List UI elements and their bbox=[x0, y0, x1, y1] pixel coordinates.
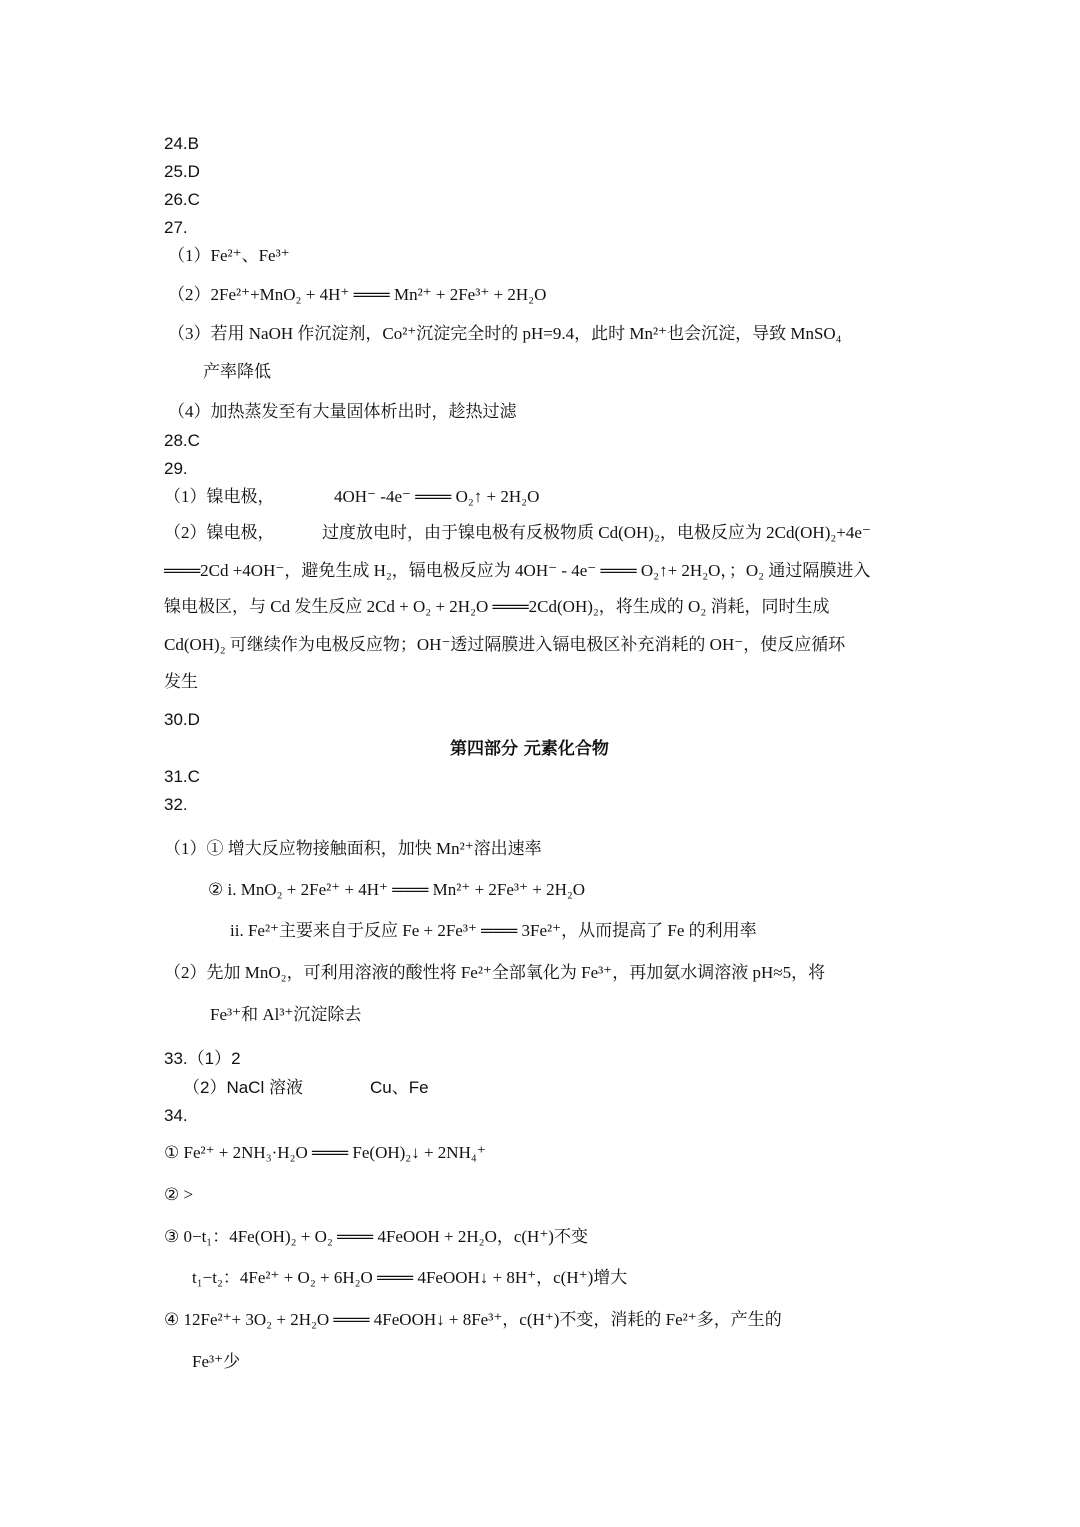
answer-29-part2-electrode: （2）镍电极， bbox=[164, 523, 275, 542]
answer-27-part1: （1）Fe²⁺、Fe³⁺ bbox=[168, 246, 290, 265]
section-title: 第四部分 元素化合物 bbox=[450, 739, 609, 759]
answer-32-number: 32. bbox=[164, 795, 188, 814]
answer-34-step1: ① Fe²⁺ + 2NH₃·H₂O ═══ Fe(OH)₂↓ + 2NH₄⁺ bbox=[164, 1143, 486, 1162]
answer-31: 31.C bbox=[164, 767, 200, 786]
answer-33-part2 bbox=[183, 1077, 429, 1099]
answer-27-number: 27. bbox=[164, 218, 188, 237]
answer-29-number: 29. bbox=[164, 459, 188, 478]
answer-24: 24.B bbox=[164, 134, 199, 153]
answer-29-part2-line1 bbox=[164, 522, 918, 544]
answer-28: 28.C bbox=[164, 431, 200, 450]
answer-29-part1-electrode: （1）镍电极， bbox=[164, 487, 275, 506]
answer-27-part4: （4）加热蒸发至有大量固体析出时，趁热过滤 bbox=[168, 402, 517, 421]
answer-34-step4: ④ 12Fe²⁺+ 3O₂ + 2H₂O ═══ 4FeOOH↓ + 8Fe³⁺，c(H⁺)不变，消耗的 Fe²⁺多，产生的 bbox=[164, 1310, 782, 1329]
answer-29-part2-text: 过度放电时，由于镍电极有反极物质 Cd(OH)₂，电极反应为 2Cd(OH)₂+4e⁻ bbox=[322, 523, 871, 542]
answer-32-part1: （1）① 增大反应物接触面积，加快 Mn²⁺溶出速率 bbox=[164, 839, 542, 858]
answer-29-line5: 发生 bbox=[164, 672, 198, 691]
answer-34-step3b: t₁−t₂：4Fe²⁺ + O₂ + 6H₂O ═══ 4FeOOH↓ + 8H⁺，c(H⁺)增大 bbox=[192, 1268, 628, 1287]
answer-32-part4: （2）先加 MnO₂，可利用溶液的酸性将 Fe²⁺全部氧化为 Fe³⁺，再加氨水调溶液 pH≈5，将 bbox=[164, 963, 826, 982]
answer-34-number: 34. bbox=[164, 1106, 188, 1125]
answer-29-part1 bbox=[164, 486, 540, 508]
answer-29-line3: 镍电极区，与 Cd 发生反应 2Cd + O₂ + 2H₂O ═══2Cd(OH)₂，将生成的 O₂ 消耗，同时生成 bbox=[164, 597, 830, 616]
answer-26: 26.C bbox=[164, 190, 200, 209]
answer-34-step4b: Fe³⁺少 bbox=[192, 1352, 241, 1371]
answer-29-line2: ═══2Cd +4OH⁻，避免生成 H₂，镉电极反应为 4OH⁻ - 4e⁻ ═══ O₂↑+ 2H₂O，；O₂ 通过隔膜进入 bbox=[164, 561, 871, 580]
answer-29-line4: Cd(OH)₂ 可继续作为电极反应物；OH⁻透过隔膜进入镉电极区补充消耗的 OH⁻，使反应循环 bbox=[164, 635, 846, 654]
answer-32-part2: ② i. MnO₂ + 2Fe²⁺ + 4H⁺ ═══ Mn²⁺ + 2Fe³⁺ + 2H₂O bbox=[208, 880, 586, 899]
answer-27-part3-line2: 产率降低 bbox=[203, 362, 271, 381]
answer-34-step2: ② > bbox=[164, 1185, 194, 1204]
answer-33-part1: 33.（1）2 bbox=[164, 1049, 241, 1068]
answer-33-part2-solution: （2）NaCl 溶液 bbox=[183, 1078, 303, 1097]
answer-33-part2-metals: Cu、Fe bbox=[370, 1078, 429, 1097]
answer-27-part2: （2）2Fe²⁺+MnO₂ + 4H⁺ ═══ Mn²⁺ + 2Fe³⁺ + 2H₂O bbox=[168, 285, 547, 304]
answer-32-part3: ii. Fe²⁺主要来自于反应 Fe + 2Fe³⁺ ═══ 3Fe²⁺，从而提高了 Fe 的利用率 bbox=[230, 921, 757, 940]
answer-27-part3-line1: （3）若用 NaOH 作沉淀剂，Co²⁺沉淀完全时的 pH=9.4，此时 Mn²⁺也会沉淀，导致 MnSO₄ bbox=[168, 324, 842, 343]
answer-34-step3: ③ 0−t₁：4Fe(OH)₂ + O₂ ═══ 4FeOOH + 2H₂O，c(H⁺)不变 bbox=[164, 1227, 588, 1246]
answer-25: 25.D bbox=[164, 162, 200, 181]
answer-32-part5: Fe³⁺和 Al³⁺沉淀除去 bbox=[210, 1005, 362, 1024]
answer-29-part1-equation: 4OH⁻ -4e⁻ ═══ O₂↑ + 2H₂O bbox=[334, 487, 540, 506]
answer-30: 30.D bbox=[164, 710, 200, 729]
